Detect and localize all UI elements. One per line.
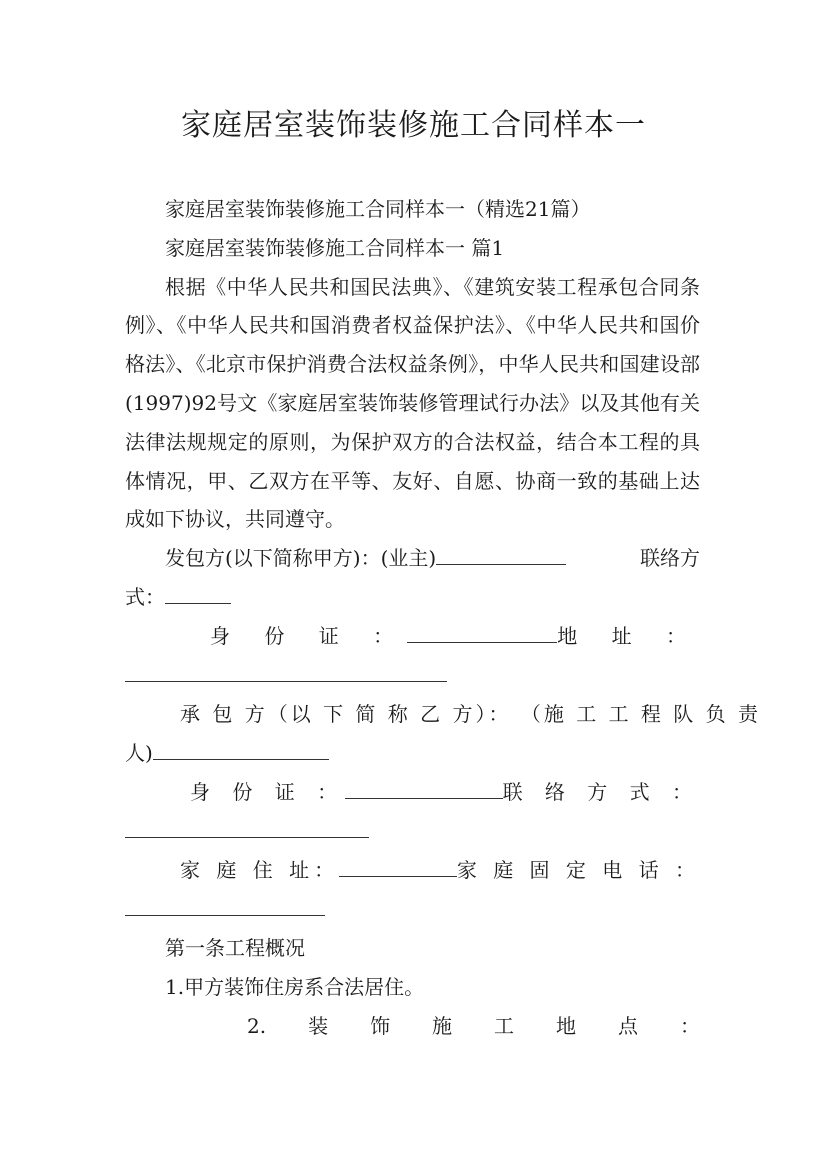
contact-blank xyxy=(125,819,369,838)
item-2-colon: ： xyxy=(679,1013,700,1038)
item-2-char: 地 xyxy=(556,1013,577,1038)
contact-blank-line xyxy=(125,812,700,851)
intro-paragraph: 根据《中华人民共和国民法典》、《建筑安装工程承包合同条例》、《中华人民共和国消费者权益保护法》、《中华人民共和国价格法》、《北京市保护消费合法权益条例》，中华人民共和国建设部(1997)92号文《家庭居室装饰装修管理试行办法》以及其他有关法律法规规定的原则，为保护双方的合法权益，结合本工程的具体情况，甲、乙双方在平等、友好、自愿、协商一致的基础上达成如下协议，共同遵守。 xyxy=(125,274,700,532)
party-b-label-2: 人) xyxy=(125,741,153,766)
home-line xyxy=(125,851,700,890)
item-2-char: 饰 xyxy=(370,1013,391,1038)
party-b-label: 承 包 方（以 下 简 称 乙 方）： （施 工 工 程 队 负 责 xyxy=(180,702,762,727)
article-1-heading: 第一条工程概况 xyxy=(165,936,305,961)
party-a-label: 发包方(以下简称甲方)：(业主) xyxy=(165,546,437,571)
section-heading: 家庭居室装饰装修施工合同样本一 篇1 xyxy=(165,235,505,260)
id-contact-line xyxy=(125,773,700,812)
address-label: 地 址 ： xyxy=(557,624,700,649)
document-subtitle: 家庭居室装饰装修施工合同样本一（精选21篇） xyxy=(165,197,591,221)
article-1-item-2 xyxy=(125,1007,700,1046)
home-phone-blank xyxy=(125,897,325,916)
home-phone-label: 家 庭 固 定 电 话 ： xyxy=(456,858,700,883)
home-address-label: 家 庭 住 址： xyxy=(180,858,340,883)
party-a-contact-label-2: 式： xyxy=(125,585,165,610)
party-a-contact-line xyxy=(125,578,700,617)
address-blank xyxy=(125,663,447,682)
id-address-line xyxy=(125,617,700,656)
id-label-1: 身 份 证 ： xyxy=(210,624,408,649)
party-b-blank xyxy=(153,741,329,760)
party-a-contact-blank xyxy=(165,585,231,604)
home-phone-blank-line xyxy=(125,890,700,929)
party-a-blank xyxy=(436,546,566,565)
id-label-2: 身 份 证 ： xyxy=(190,780,346,805)
home-address-blank xyxy=(339,858,457,877)
document-title: 家庭居室装饰装修施工合同样本一 xyxy=(181,108,646,143)
id-blank-1 xyxy=(407,624,557,643)
document-body xyxy=(125,190,762,1046)
party-a-contact-label: 联络方 xyxy=(640,546,700,571)
party-a-line xyxy=(125,539,700,578)
id-blank-2 xyxy=(345,780,502,799)
address-blank-line xyxy=(125,656,700,695)
item-2-char: 施 xyxy=(432,1013,453,1038)
party-b-line xyxy=(125,695,762,734)
item-2-num: 2. xyxy=(247,1013,267,1038)
item-2-char: 工 xyxy=(494,1013,515,1038)
item-2-char: 装 xyxy=(308,1013,329,1038)
party-b-line-2 xyxy=(125,734,700,773)
item-2-char: 点 xyxy=(618,1013,638,1038)
contact-label: 联 络 方 式 ： xyxy=(502,780,700,805)
article-1-item-1: 1.甲方装饰住房系合法居住。 xyxy=(165,974,425,999)
